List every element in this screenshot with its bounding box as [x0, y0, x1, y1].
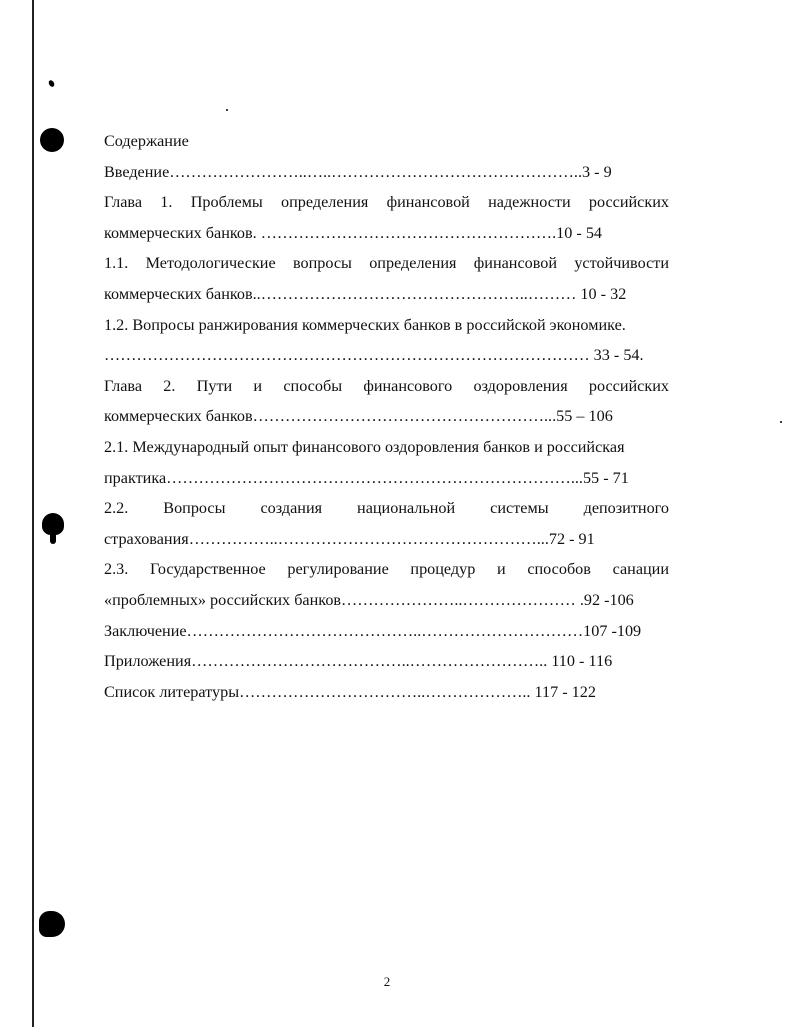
toc-line: ……………………………………………………………………………… 33 - 54.: [104, 346, 644, 365]
punch-hole-middle-tail: [50, 530, 56, 544]
binder-edge-line: [32, 0, 34, 1027]
toc-line: 1.1. Методологические вопросы определения финансовой устойчивости: [104, 254, 669, 273]
scan-speck: [48, 79, 56, 88]
toc-heading: Содержание: [104, 132, 189, 150]
toc-line: Приложения…………………………………..…………………….. 110 - 116: [104, 652, 613, 671]
table-of-contents: [104, 126, 669, 707]
scan-speck-small: [780, 421, 782, 423]
toc-line: Глава 2. Пути и способы финансового оздоровления российских: [104, 376, 669, 395]
toc-line: Заключение……………………………………..…………………………107 -109: [104, 621, 642, 640]
scan-speck-small: [226, 109, 228, 111]
toc-line: страхования……………..…………………………………………...72 - 91: [104, 529, 595, 548]
toc-line: 2.1. Международный опыт финансового оздоровления банков и российская: [104, 437, 625, 456]
toc-line: Список литературы……………………………..……………….. 117 - 122: [104, 682, 596, 701]
toc-line: Глава 1. Проблемы определения финансовой надежности российских: [104, 193, 669, 212]
toc-line: практика…………………………………………………………………...55 - 71: [104, 468, 629, 487]
page-number: 2: [383, 974, 391, 989]
toc-line: коммерческих банков. ……………………………………………….10 - 54: [104, 223, 603, 242]
toc-line: Введение……………………..…..………………………………………..3 - 9: [104, 162, 612, 181]
toc-line: коммерческих банков………………………………………………...55 – 106: [104, 407, 613, 426]
toc-line: «проблемных» российских банков…………………..………………… .92 -106: [104, 590, 634, 609]
toc-line: коммерческих банков..…………………………………………..……… 10 - 32: [104, 284, 627, 303]
punch-hole-bottom: [39, 911, 65, 937]
punch-hole-top: [40, 128, 64, 152]
toc-line: 1.2. Вопросы ранжирования коммерческих банков в российской экономике.: [104, 315, 626, 334]
toc-line: 2.3. Государственное регулирование процедур и способов санации: [104, 560, 669, 579]
toc-line: 2.2. Вопросы создания национальной системы депозитного: [104, 499, 669, 518]
